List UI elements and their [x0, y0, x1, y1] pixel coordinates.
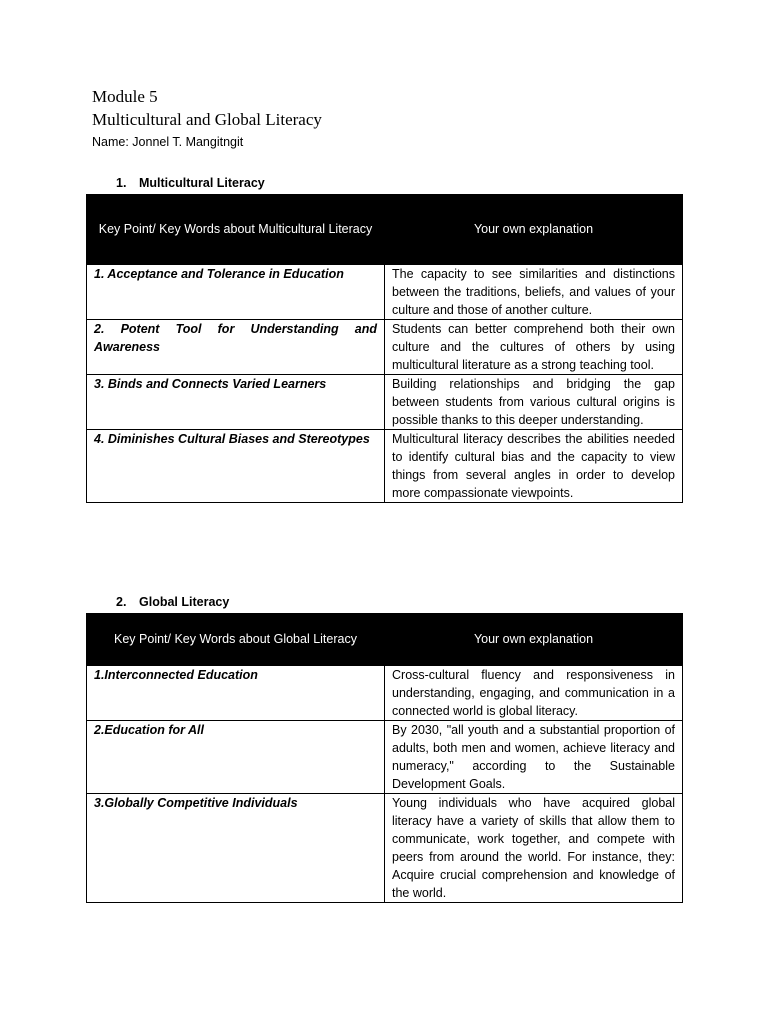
module-title: Multicultural and Global Literacy	[92, 110, 322, 129]
table-row	[87, 666, 683, 721]
column-header-key-point: Key Point/ Key Words about Multicultural Literacy	[87, 195, 385, 265]
key-point-cell: 2. Potent Tool for Understanding and Awareness	[87, 320, 385, 375]
explanation-cell: Young individuals who have acquired global literacy have a variety of skills that allow them to communicate, work together, and compete with peers from around the world. For instance, they: Acquire crucial comprehension and knowledge of the world.	[385, 794, 683, 903]
global-literacy-table	[86, 613, 683, 903]
student-name: Name: Jonnel T. Mangitngit	[92, 135, 244, 149]
section-title: Multicultural Literacy	[139, 176, 265, 190]
key-point-cell: 4. Diminishes Cultural Biases and Stereotypes	[87, 430, 385, 503]
explanation-cell: The capacity to see similarities and distinctions between the traditions, beliefs, and values of your culture and those of another culture.	[385, 265, 683, 320]
section-heading-multicultural	[116, 175, 265, 191]
column-header-explanation: Your own explanation	[385, 614, 683, 666]
table-header-row	[87, 614, 683, 666]
explanation-cell: Building relationships and bridging the gap between students from various cultural origins is possible thanks to this deeper understanding.	[385, 375, 683, 430]
multicultural-literacy-table	[86, 194, 683, 503]
explanation-cell: Cross-cultural fluency and responsiveness in understanding, engaging, and communication in a connected world is global literacy.	[385, 666, 683, 721]
table-row	[87, 320, 683, 375]
explanation-cell: By 2030, "all youth and a substantial proportion of adults, both men and women, achieve literacy and numeracy," according to the Sustainable Development Goals.	[385, 721, 683, 794]
table-row	[87, 721, 683, 794]
key-point-cell: 2.Education for All	[87, 721, 385, 794]
key-point-cell: 1.Interconnected Education	[87, 666, 385, 721]
table-row	[87, 265, 683, 320]
key-point-cell: 3.Globally Competitive Individuals	[87, 794, 385, 903]
section-number: 1.	[116, 176, 127, 190]
section-heading-global	[116, 594, 229, 610]
table-header-row	[87, 195, 683, 265]
column-header-explanation: Your own explanation	[385, 195, 683, 265]
column-header-key-point: Key Point/ Key Words about Global Literacy	[87, 614, 385, 666]
explanation-cell: Students can better comprehend both their own culture and the cultures of others by using multicultural literature as a strong teaching tool.	[385, 320, 683, 375]
table-row	[87, 430, 683, 503]
key-point-cell: 1. Acceptance and Tolerance in Education	[87, 265, 385, 320]
explanation-cell: Multicultural literacy describes the abilities needed to identify cultural bias and the capacity to view things from several angles in order to develop more compassionate viewpoints.	[385, 430, 683, 503]
module-number: Module 5	[92, 87, 158, 106]
table-row	[87, 375, 683, 430]
section-title: Global Literacy	[139, 595, 230, 609]
table-row	[87, 794, 683, 903]
key-point-cell: 3. Binds and Connects Varied Learners	[87, 375, 385, 430]
section-number: 2.	[116, 595, 127, 609]
